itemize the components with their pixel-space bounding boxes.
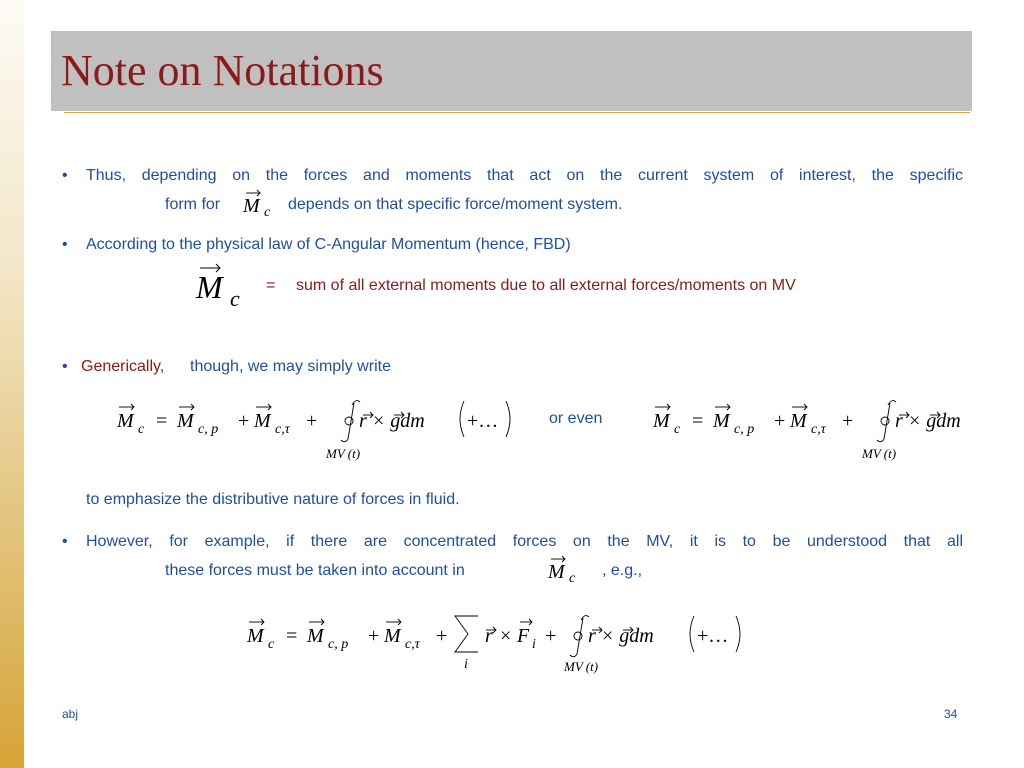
title-bar [51, 31, 972, 111]
eqA-integrand: r × gdm [359, 410, 425, 432]
emphasize-text: to emphasize the distributive nature of forces in fluid. [86, 491, 460, 508]
eqB-m1: M [653, 410, 670, 432]
bullet-3-generically: Generically, [81, 358, 165, 375]
svg-text:+: + [368, 625, 380, 647]
moment-definition: sum of all external moments due to all external forces/moments on MV [296, 277, 796, 294]
inline-mc-1-c: c [264, 205, 271, 220]
bullet-dot-1: • [62, 167, 68, 184]
inline-mc-2-m: M [548, 561, 565, 583]
eqA-c: c [138, 422, 145, 437]
eqB-c: c [674, 422, 681, 437]
eqC-plus-dots: +… [697, 625, 729, 647]
eqC-cp: c, p [328, 637, 349, 652]
equals-sign: = [266, 277, 276, 294]
eqB-domain: MV (t) [862, 446, 897, 461]
eqB-m3: M [790, 410, 807, 432]
eqC-m3: M [384, 625, 401, 647]
eqC-domain: MV (t) [564, 659, 599, 674]
svg-text:+: + [238, 410, 250, 432]
bullet-1-line-2b: depends on that specific force/moment system. [288, 196, 623, 213]
or-even-text: or even [549, 410, 603, 427]
eqA-ctau: c,τ [275, 422, 290, 437]
eqA-plus-dots: +… [467, 410, 499, 432]
bullet-4-line-2b: , e.g., [602, 562, 643, 579]
svg-text:+: + [545, 625, 557, 647]
footer-author: abj [62, 707, 79, 721]
inline-mc-1-m: M [243, 195, 260, 217]
svg-text:+: + [306, 410, 318, 432]
bullet-3-text: though, we may simply write [190, 358, 391, 375]
inline-mc-2-c: c [569, 571, 576, 586]
large-mc-m: M [196, 269, 223, 305]
bullet-4-line-1: However, for example, if there are concentrated forces on the MV, it is to be understood that all [86, 533, 963, 550]
eqA-cp: c, p [198, 422, 219, 437]
eqB-ctau: c,τ [811, 422, 826, 437]
equation-or-even [648, 395, 978, 465]
eqA-domain: MV (t) [326, 446, 361, 461]
inline-mc-2 [545, 552, 587, 590]
eqB-integrand: r × gdm [895, 410, 961, 432]
svg-text:+: + [774, 410, 786, 432]
svg-text:=: = [692, 410, 704, 432]
eqC-fi: i [532, 637, 536, 652]
svg-text:=: = [156, 410, 168, 432]
eqC-sum-index: i [464, 657, 468, 672]
inline-mc-1 [240, 186, 282, 224]
eqA-m3: M [254, 410, 271, 432]
page-number: 34 [944, 707, 958, 721]
bullet-4-line-2a: these forces must be taken into account in [165, 562, 465, 579]
svg-text:r: r [485, 625, 493, 647]
equation-general [112, 395, 532, 465]
left-accent-bar [0, 0, 24, 768]
eqC-m2: M [307, 625, 324, 647]
svg-text:=: = [286, 625, 298, 647]
eqB-m2: M [713, 410, 730, 432]
eqA-m1: M [117, 410, 134, 432]
large-mc-c: c [230, 286, 240, 311]
svg-text:+: + [436, 625, 448, 647]
equation-concentrated [242, 610, 752, 680]
bullet-1-line-1: Thus, depending on the forces and moments that act on the current system of interest, the specific [86, 167, 963, 184]
eqA-m2: M [177, 410, 194, 432]
svg-text:×: × [500, 625, 512, 647]
bullet-dot-3: • [62, 358, 68, 375]
bullet-2-text: According to the physical law of C-Angular Momentum (hence, FBD) [86, 236, 571, 253]
eqC-integrand: r × gdm [588, 625, 654, 647]
bullet-dot-4: • [62, 533, 68, 550]
eqB-cp: c, p [734, 422, 755, 437]
bullet-dot-2: • [62, 236, 68, 253]
title-divider [64, 112, 970, 113]
eqC-m1: M [247, 625, 264, 647]
bullet-1-line-2a: form for [165, 196, 221, 213]
large-mc [192, 260, 252, 314]
page-title: Note on Notations [61, 46, 384, 95]
eqC-c: c [268, 637, 275, 652]
eqC-ctau: c,τ [405, 637, 420, 652]
eqC-f: F [517, 625, 530, 647]
svg-text:+: + [842, 410, 854, 432]
